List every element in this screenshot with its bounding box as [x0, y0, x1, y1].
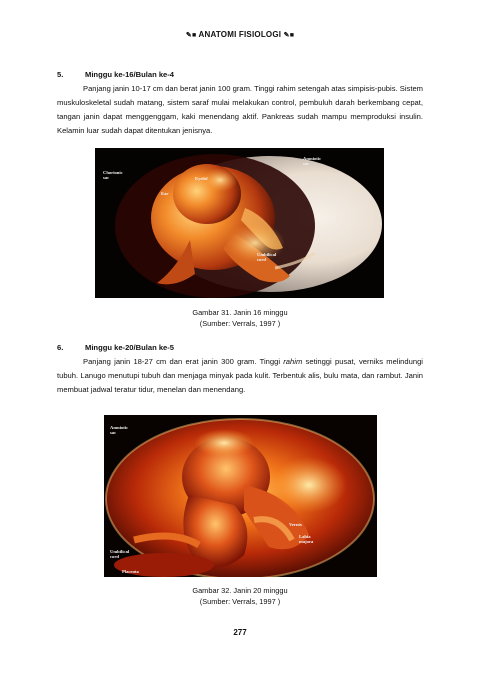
section-heading: [57, 343, 423, 352]
label-eyelid: Eyelid: [195, 176, 208, 181]
caption-source: (Sumber: Verrals, 1997 ): [199, 319, 281, 328]
label-vernix: Vernix: [289, 522, 303, 527]
italic-term: rahim: [283, 357, 303, 366]
figure-32-caption: [0, 585, 480, 607]
label-chorionic-sac: Chorionic sac: [103, 170, 123, 180]
figure-31-caption: [0, 307, 480, 329]
label-amniotic-sac: Amniotic sac: [303, 156, 322, 166]
section-week-16: [57, 70, 423, 138]
fetus-20-weeks-illustration: [104, 415, 377, 577]
label-placenta: Placenta: [122, 569, 139, 574]
caption-source: (Sumber: Verrals, 1997 ): [199, 597, 281, 606]
header-title: ANATOMI FISIOLOGI: [198, 30, 282, 39]
section-week-20: [57, 343, 423, 397]
caption-title: Gambar 32. Janin 20 minggu: [192, 586, 288, 595]
section-number: 5.: [57, 70, 64, 79]
label-labia-majora: Labia majora: [299, 534, 314, 544]
section-number: 6.: [57, 343, 64, 352]
section-paragraph: Panjang janin 10-17 cm dan berat janin 100 gram. Tinggi rahim setengah atas simpisis-pubis. Sistem muskuloskeletal sudah matang, sistem saraf mulai melakukan control, pembuluh darah berkembang cepat, tangan janin dapat menggenggam, kaki menendang aktif. Pankreas sudah mampu memproduksi insulin. Kelamin luar sudah dapat ditentukan jenisnya.: [57, 84, 423, 135]
page-number: 277: [233, 628, 247, 637]
caption-title: Gambar 31. Janin 16 minggu: [192, 308, 288, 317]
label-amniotic-sac: Amniotic sac: [110, 425, 129, 435]
pen-square-icon: ✎■: [283, 32, 295, 39]
running-header: [0, 30, 480, 39]
fetus-16-weeks-photo: [95, 148, 384, 298]
label-umbilical-cord: Umbilical cord: [110, 549, 130, 559]
pen-square-icon: ✎■: [185, 32, 197, 39]
section-paragraph: Panjang janin 18-27 cm dan erat janin 300 gram. Tinggi rahim setinggi pusat, verniks melindungi tubuh. Lanugo menutupi tubuh dan menjaga minyak pada kulit. Terbentuk alis, bulu mata, dan rambut. Janin membuat jadwal teratur tidur, menelan dan menendang.: [57, 357, 423, 394]
label-umbilical-cord: Umbilical cord: [257, 252, 277, 262]
fetus-16-weeks-illustration: [95, 148, 384, 298]
section-title: Minggu ke-16/Bulan ke-4: [85, 70, 175, 79]
fetus-20-weeks-photo: [104, 415, 377, 577]
label-ear: Ear: [161, 191, 169, 196]
section-title: Minggu ke-20/Bulan ke-5: [85, 343, 175, 352]
section-heading: [57, 70, 423, 79]
